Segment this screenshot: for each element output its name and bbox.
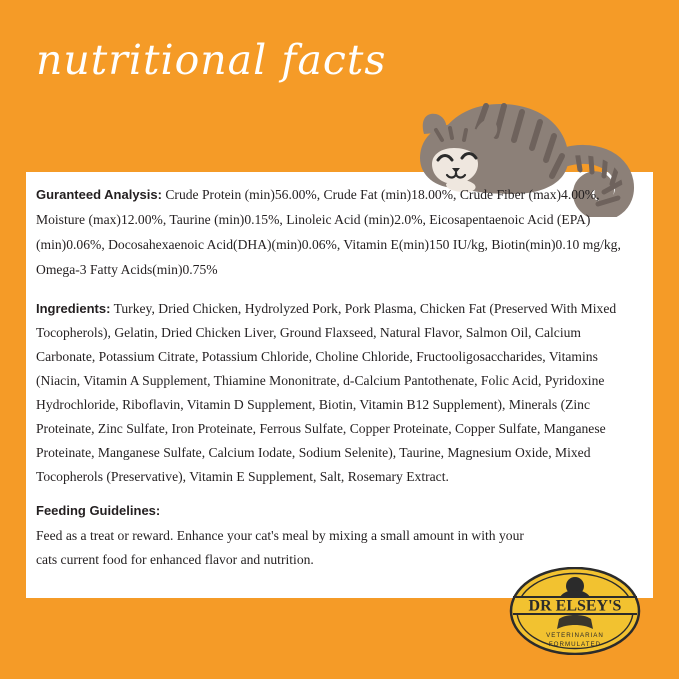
- logo-tagline-top: VETERINARIAN: [546, 632, 604, 639]
- ingredients-paragraph: [36, 297, 636, 489]
- logo-brand-text: DR ELSEY'S: [528, 597, 622, 615]
- page-title: nutritional facts: [36, 36, 387, 84]
- ingredients-label: Ingredients:: [36, 300, 111, 316]
- brand-logo: [509, 567, 641, 655]
- label-content: [36, 182, 636, 572]
- feeding-guidelines-label: Feeding Guidelines:: [36, 502, 161, 518]
- guaranteed-analysis-label: Guranteed Analysis:: [36, 187, 162, 202]
- feeding-guidelines-text: Feed as a treat or reward. Enhance your cat's meal by mixing a small amount in with your cats current food for enhanced flavor and nutrition.: [36, 527, 524, 567]
- guaranteed-analysis-text: Crude Protein (min)56.00%, Crude Fat (min)18.00%, Crude Fiber (max)4.00%, Moisture (max)12.00%, Taurine (min)0.15%, Linoleic Acid (min)2.0%, Eicosapentaenoic Acid (EPA) (min)0.06%, Docosahexaenoic Acid(DHA)(min)0.06%, Vitamin E(min)150 IU/kg, Biotin(min)0.10 mg/kg, Omega-3 Fatty Acids(min)0.75%: [36, 187, 621, 278]
- logo-tagline-bottom: FORMULATED: [548, 641, 602, 648]
- orange-right-band: [653, 0, 679, 679]
- ingredients-text: Turkey, Dried Chicken, Hydrolyzed Pork, Pork Plasma, Chicken Fat (Preserved With Mixed Tocopherols), Gelatin, Dried Chicken Liver, Ground Flaxseed, Natural Flavor, Salmon Oil, Calcium Carbonate, Potassium Citrate, Potassium Chloride, Choline Chloride, Fructooligosaccharides, Vitamins (Niacin, Vitamin A Supplement, Thiamine Mononitrate, d-Calcium Pantothenate, Folic Acid, Pyridoxine Hydrochloride, Riboflavin, Vitamin D Supplement, Biotin, Vitamin B12 Supplement), Minerals (Zinc Proteinate, Zinc Sulfate, Iron Proteinate, Ferrous Sulfate, Copper Proteinate, Copper Sulfate, Manganese Proteinate, Manganese Sulfate, Calcium Iodate, Sodium Selenite), Taurine, Magnesium Oxide, Mixed Tocopherols (Preservative), Vitamin E Supplement, Salt, Rosemary Extract.: [36, 300, 617, 484]
- guaranteed-analysis-paragraph: [36, 182, 636, 283]
- orange-left-band: [0, 0, 26, 679]
